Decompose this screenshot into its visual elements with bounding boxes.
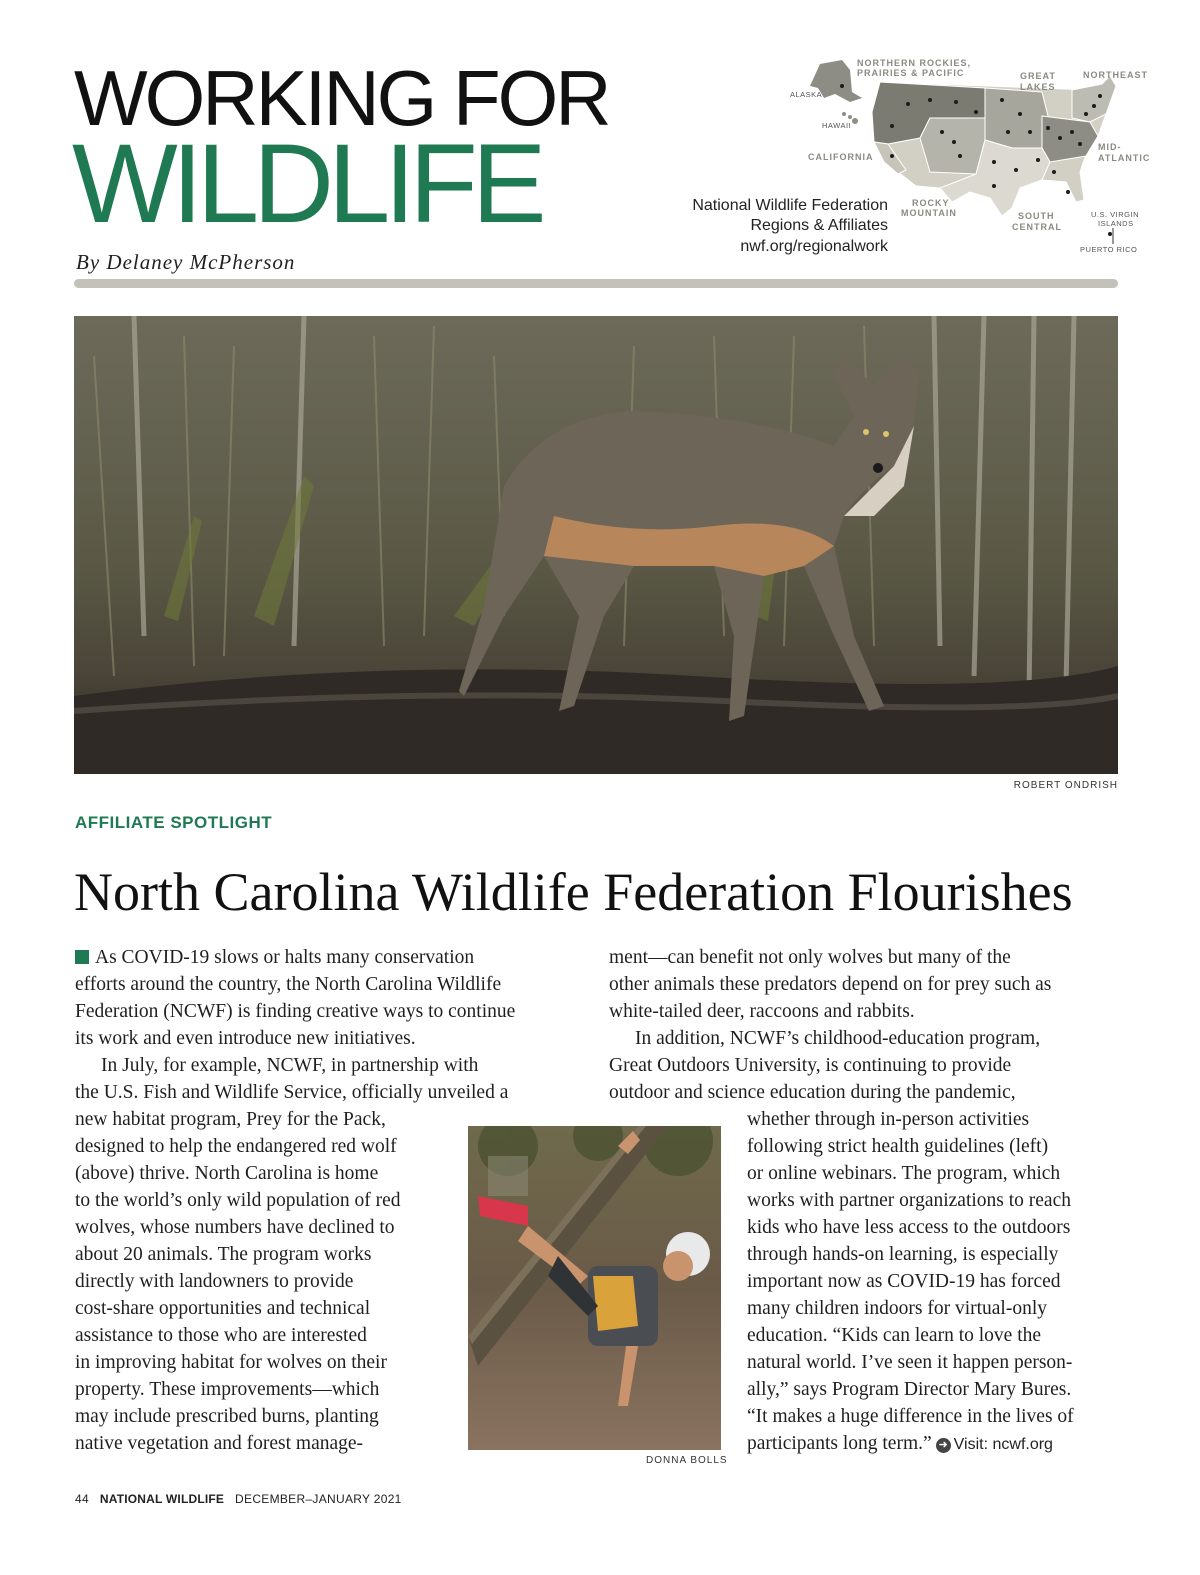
col1-line-4: its work and even introduce new initiatives. — [75, 1028, 416, 1049]
byline: By Delaney McPherson — [76, 250, 296, 274]
col2n-line-9: education. “Kids can learn to love the — [747, 1325, 1042, 1346]
map-caption-line-2: Regions & Affiliates — [750, 217, 888, 234]
col2n-line-4: works with partner organizations to reach — [747, 1190, 1071, 1211]
col1-line-7: new habitat program, Prey for the Pack, — [75, 1109, 386, 1130]
paragraph-start-square — [75, 950, 89, 964]
col2-line-6: outdoor and science education during the pandemic, — [609, 1082, 1016, 1103]
label-rocky-mountain-2: MOUNTAIN — [901, 208, 957, 218]
col1-line-10: to the world’s only wild population of red — [75, 1190, 401, 1211]
col1-line-1: As COVID-19 slows or halts many conservation — [75, 944, 515, 971]
col1-line-16: in improving habitat for wolves on their — [75, 1352, 387, 1373]
col1-line-15: assistance to those who are interested — [75, 1325, 367, 1346]
label-alaska: ALASKA — [790, 90, 823, 99]
col1-line-18: may include prescribed burns, planting — [75, 1406, 379, 1427]
col2-line-4: In addition, NCWF’s childhood-education program, — [635, 1028, 1041, 1049]
article-column-1 — [75, 944, 515, 1457]
col1-line-8: designed to help the endangered red wolf — [75, 1136, 397, 1157]
col1-line-9: (above) thrive. North Carolina is home — [75, 1163, 379, 1184]
col1-line-14: cost-share opportunities and technical — [75, 1298, 371, 1319]
page-number: 44 — [75, 1492, 89, 1506]
col1-line-6: the U.S. Fish and Wildlife Service, officially unveiled a — [75, 1082, 509, 1103]
col2-line-1: ment—can benefit not only wolves but many of the — [609, 947, 1011, 968]
col1-line-2: efforts around the country, the North Carolina Wildlife — [75, 974, 502, 995]
mid-atlantic-region — [1042, 116, 1098, 162]
col2-line-5: Great Outdoors University, is continuing to provide — [609, 1055, 1012, 1076]
map-caption-line-1: National Wildlife Federation — [692, 197, 888, 214]
col2n-line-2: following strict health guidelines (left) — [747, 1136, 1049, 1157]
label-puerto-rico: PUERTO RICO — [1080, 245, 1138, 254]
rocky-mountain-region — [920, 118, 985, 174]
article-column-2-narrow — [747, 1106, 1074, 1458]
arrow-right-circle-icon: ➜ — [936, 1438, 951, 1453]
label-northern-rockies-2: PRAIRIES & PACIFIC — [857, 68, 965, 78]
col1-line-17: property. These improvements—which — [75, 1379, 380, 1400]
col2n-line-11: ally,” says Program Director Mary Bures. — [747, 1379, 1072, 1400]
col1-line-11: wolves, whose numbers have declined to — [75, 1217, 395, 1238]
label-mid-atlantic-2: ATLANTIC — [1098, 153, 1151, 163]
title-line-1: WORKING FOR — [74, 54, 609, 142]
red-wolf-photo — [74, 316, 1118, 774]
magazine-name: NATIONAL WILDLIFE — [99, 1492, 225, 1506]
col2n-line-5: kids who have less access to the outdoors — [747, 1217, 1071, 1238]
col2n-line-10: natural world. I’ve seen it happen person- — [747, 1352, 1073, 1373]
issue-date: DECEMBER–JANUARY 2021 — [235, 1492, 402, 1506]
col1-line-12: about 20 animals. The program works — [75, 1244, 372, 1265]
col2n-line-1: whether through in-person activities — [747, 1109, 1030, 1130]
kid-climbing-photo — [468, 1126, 721, 1450]
col1-line-19: native vegetation and forest manage- — [75, 1433, 364, 1454]
label-mid-atlantic-1: MID- — [1098, 142, 1122, 152]
label-virgin-islands-2: ISLANDS — [1098, 219, 1134, 228]
label-great-lakes-1: GREAT — [1020, 71, 1056, 81]
label-great-lakes-2: LAKES — [1020, 82, 1056, 92]
label-hawaii: HAWAII — [822, 121, 852, 130]
section-kicker: AFFILIATE SPOTLIGHT — [75, 813, 273, 832]
kid-photo-credit: DONNA BOLLS — [646, 1455, 728, 1466]
label-california: CALIFORNIA — [808, 152, 874, 162]
header-rule — [74, 279, 1118, 288]
col2-line-2: other animals these predators depend on for prey such as — [609, 974, 1052, 995]
col2n-line-6: through hands-on learning, is especially — [747, 1244, 1059, 1265]
col2n-line-13: participants long term.” ➜ Visit: ncwf.org — [747, 1433, 1053, 1454]
title-line-2: WILDLIFE — [72, 121, 541, 246]
col2n-line-12: “It makes a huge difference in the lives of — [747, 1406, 1074, 1427]
label-northeast: NORTHEAST — [1083, 70, 1148, 80]
visit-link[interactable]: Visit: ncwf.org — [953, 1436, 1053, 1453]
label-virgin-islands-1: U.S. VIRGIN — [1091, 210, 1140, 219]
label-south-central-1: SOUTH — [1018, 211, 1055, 221]
col2n-line-8: many children indoors for virtual-only — [747, 1298, 1048, 1319]
col1-line-13: directly with landowners to provide — [75, 1271, 354, 1292]
page-footer — [75, 1492, 402, 1506]
regions-map — [780, 52, 1160, 262]
col2n-line-7: important now as COVID-19 has forced — [747, 1271, 1061, 1292]
label-south-central-2: CENTRAL — [1012, 222, 1062, 232]
col1-line-5: In July, for example, NCWF, in partnership with — [101, 1055, 479, 1076]
col1-line-3: Federation (NCWF) is finding creative ways to continue — [75, 1001, 516, 1022]
northeast-region — [1072, 76, 1116, 122]
label-northern-rockies-1: NORTHERN ROCKIES, — [857, 58, 972, 68]
main-photo-credit: ROBERT ONDRISH — [1013, 780, 1118, 791]
great-lakes-region — [985, 88, 1048, 148]
article-headline: North Carolina Wildlife Federation Flourishes — [74, 862, 1073, 922]
col2n-line-3: or online webinars. The program, which — [747, 1163, 1061, 1184]
article-column-2-top — [609, 944, 1051, 1106]
map-url[interactable]: nwf.org/regionalwork — [740, 238, 888, 255]
label-rocky-mountain-1: ROCKY — [912, 198, 950, 208]
col2-line-3: white-tailed deer, raccoons and rabbits. — [609, 1001, 915, 1022]
